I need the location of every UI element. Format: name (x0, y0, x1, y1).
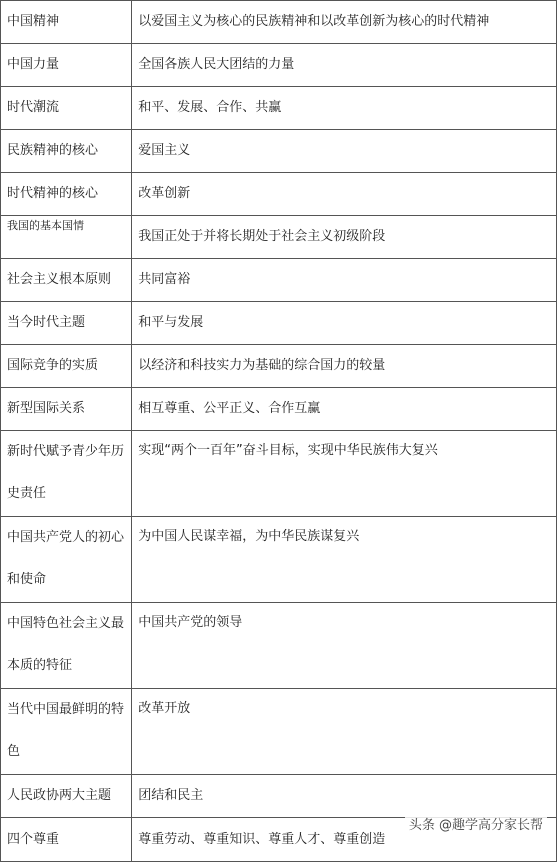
row-key: 新型国际关系 (1, 388, 132, 431)
row-key: 四个尊重 (1, 818, 132, 862)
watermark-label: 头条 @趣学高分家长帮 (405, 812, 547, 835)
row-value: 为中国人民谋幸福，为中华民族谋复兴 (132, 517, 557, 603)
row-key: 时代精神的核心 (1, 173, 132, 216)
row-value: 尊重劳动、尊重知识、尊重人才、尊重创造 (132, 818, 557, 862)
row-key: 中国共产党人的初心和使命 (1, 517, 132, 603)
row-value: 共同富裕 (132, 259, 557, 302)
row-value: 以爱国主义为核心的民族精神和以改革创新为核心的时代精神 (132, 1, 557, 44)
row-value: 以经济和科技实力为基础的综合国力的较量 (132, 345, 557, 388)
row-value: 和平、发展、合作、共赢 (132, 87, 557, 130)
table-row (1, 603, 557, 689)
row-value: 团结和民主 (132, 775, 557, 818)
row-key: 新时代赋予青少年历史责任 (1, 431, 132, 517)
table-row (1, 130, 557, 173)
row-value: 和平与发展 (132, 302, 557, 345)
row-key: 中国力量 (1, 44, 132, 87)
row-key: 当今时代主题 (1, 302, 132, 345)
table-row (1, 345, 557, 388)
row-key: 国际竞争的实质 (1, 345, 132, 388)
table-row (1, 216, 557, 259)
row-key: 当代中国最鲜明的特色 (1, 689, 132, 775)
table-row (1, 1, 557, 44)
row-key: 中国精神 (1, 1, 132, 44)
row-key: 中国特色社会主义最本质的特征 (1, 603, 132, 689)
row-value: 相互尊重、公平正义、合作互赢 (132, 388, 557, 431)
table-row (1, 259, 557, 302)
row-key: 人民政协两大主题 (1, 775, 132, 818)
row-value: 爱国主义 (132, 130, 557, 173)
row-value: 改革开放 (132, 689, 557, 775)
table-row (1, 173, 557, 216)
row-key: 社会主义根本原则 (1, 259, 132, 302)
row-value: 全国各族人民大团结的力量 (132, 44, 557, 87)
row-key: 我国的基本国情 (1, 216, 132, 259)
row-key: 时代潮流 (1, 87, 132, 130)
row-value: 中国共产党的领导 (132, 603, 557, 689)
row-value: 我国正处于并将长期处于社会主义初级阶段 (132, 216, 557, 259)
table-row (1, 44, 557, 87)
table-row (1, 302, 557, 345)
table-row (1, 431, 557, 517)
row-key: 民族精神的核心 (1, 130, 132, 173)
table-row (1, 87, 557, 130)
table-row (1, 689, 557, 775)
row-value: 改革创新 (132, 173, 557, 216)
table-row (1, 388, 557, 431)
table-row (1, 517, 557, 603)
row-value: 实现“两个一百年”奋斗目标，实现中华民族伟大复兴 (132, 431, 557, 517)
